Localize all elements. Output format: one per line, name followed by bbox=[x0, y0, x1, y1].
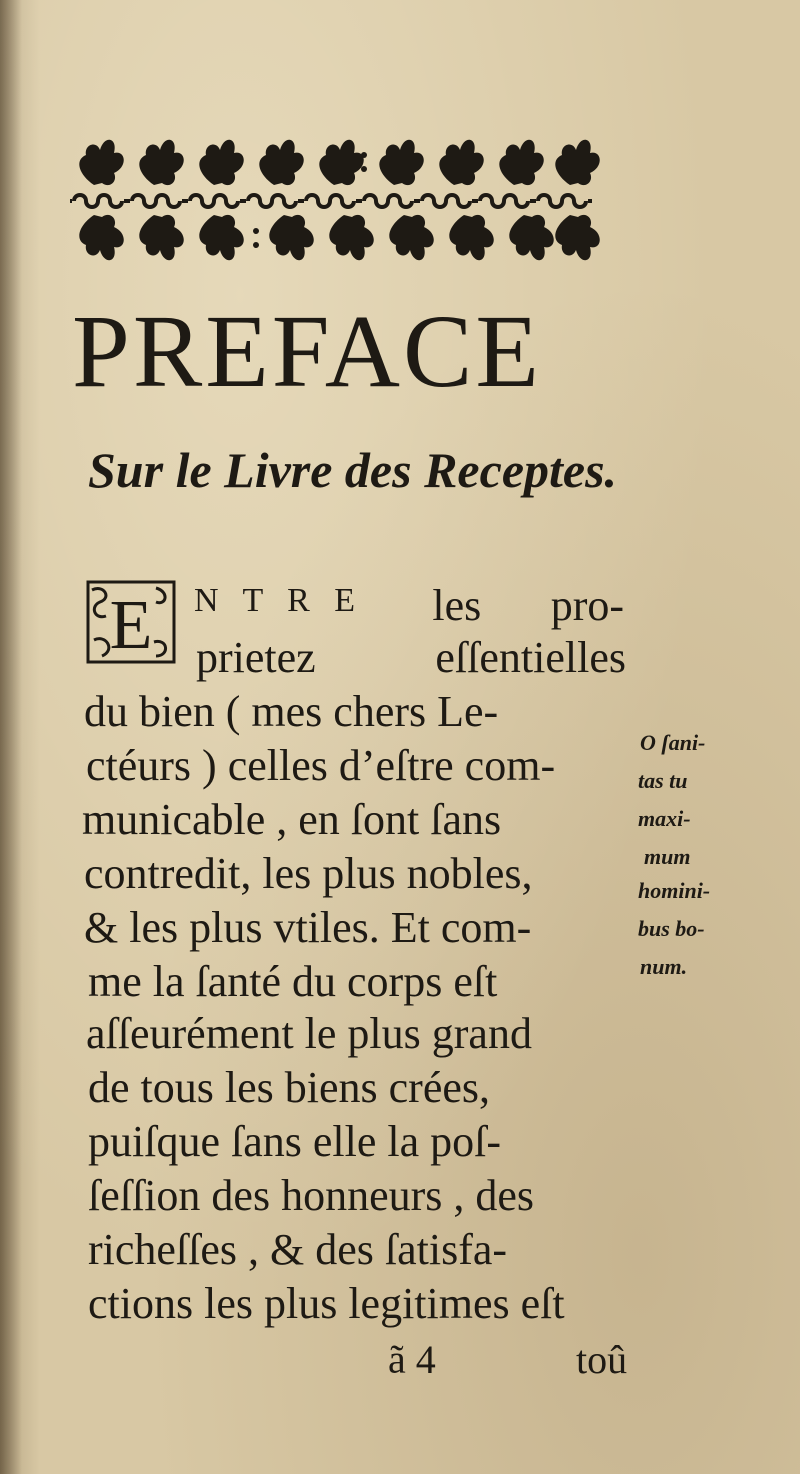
margin-note-line-4: mum bbox=[644, 844, 691, 869]
text-line-10: de tous les biens crées, bbox=[88, 1063, 490, 1112]
text-line-4: ctéurs ) celles d’eſtre com- bbox=[86, 741, 556, 790]
text-line-12: ſeſſion des honneurs , des bbox=[88, 1171, 535, 1220]
text-line-1 bbox=[194, 581, 624, 630]
fleuron-top-row bbox=[79, 140, 599, 185]
margin-note-line-5: homini- bbox=[638, 878, 711, 903]
margin-note-line-6: bus bo- bbox=[638, 916, 705, 941]
line-1-word-3: pro- bbox=[550, 581, 624, 630]
scroll-middle-row bbox=[70, 195, 592, 207]
line-2-word-1: prietez bbox=[196, 633, 316, 682]
margin-note-line-1: O ſani- bbox=[640, 730, 706, 755]
decorated-initial bbox=[86, 580, 176, 664]
binding-shadow bbox=[0, 0, 22, 1474]
margin-note-line-3: maxi- bbox=[638, 806, 691, 831]
signature-mark: ã 4 bbox=[388, 1337, 436, 1382]
line-2-word-2: eſſentielles bbox=[435, 633, 626, 682]
margin-note-line-7: num. bbox=[640, 954, 688, 979]
text-line-14: ctions les plus legitimes eſt bbox=[88, 1279, 565, 1328]
fleuron-bottom-row bbox=[79, 215, 599, 260]
ornament-band bbox=[66, 125, 606, 275]
text-line-3: du bien ( mes chers Le- bbox=[84, 687, 499, 736]
text-line-7: & les plus vtiles. Et com- bbox=[84, 903, 532, 952]
text-line-9: aſſeurément le plus grand bbox=[86, 1009, 532, 1058]
line-1-word-2: les bbox=[432, 581, 482, 630]
catchword: toû bbox=[576, 1337, 628, 1382]
text-line-8: me la ſanté du corps eſt bbox=[88, 957, 498, 1006]
text-line-6: contredit, les plus nobles, bbox=[84, 849, 533, 898]
text-line-5: municable , en ſont ſans bbox=[82, 795, 502, 844]
line-1-word-1: N T R E bbox=[194, 582, 364, 619]
margin-note-line-2: tas tu bbox=[638, 768, 688, 793]
initial-letter: E bbox=[109, 587, 153, 664]
text-line-2 bbox=[196, 633, 626, 682]
page-subtitle: Sur le Livre des Receptes. bbox=[88, 442, 618, 498]
text-line-11: puiſque ſans elle la poſ- bbox=[88, 1117, 501, 1166]
text-line-13: richeſſes , & des ſatisfa- bbox=[88, 1225, 508, 1274]
page-title: PREFACE bbox=[72, 294, 542, 409]
